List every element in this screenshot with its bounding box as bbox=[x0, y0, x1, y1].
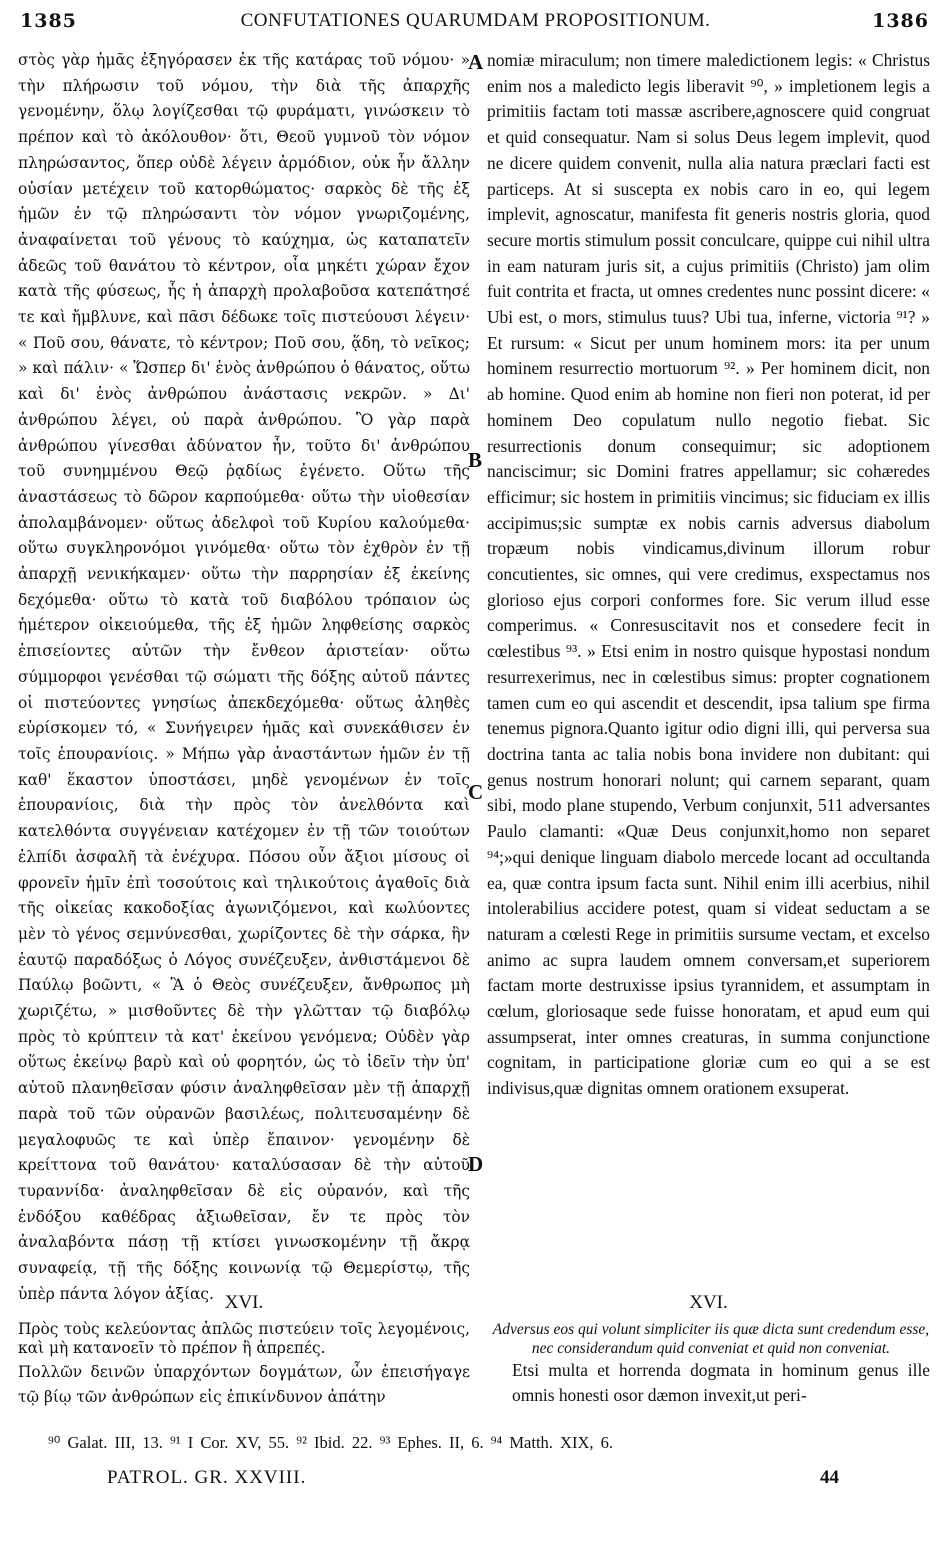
footer-signature: PATROL. GR. XXVIII. bbox=[107, 1467, 307, 1488]
margin-marker-b: B bbox=[468, 448, 483, 472]
section-title-latin: Adversus eos qui volunt simpliciter iis quæ dicta sunt credendum esse, nec considerandum quid conveniat et quid non conveniat. bbox=[492, 1321, 930, 1357]
page-number-right: 1386 bbox=[872, 10, 929, 32]
section-title-greek: Πρὸς τοὺς κελεύοντας ἁπλῶς πιστεύειν τοῖς λεγομένοις, καὶ μὴ κατανοεῖν τὸ πρέπον ἢ ἀπρεπές. bbox=[18, 1320, 470, 1357]
running-title: CONFUTATIONES QUARUMDAM PROPOSITIONUM. bbox=[240, 10, 711, 31]
section-number-greek: XVI. bbox=[224, 1292, 264, 1313]
page-header bbox=[0, 10, 951, 40]
page-number-left: 1385 bbox=[20, 10, 77, 32]
footnotes: ⁹⁰ Galat. III, 13. ⁹¹ I Cor. XV, 55. ⁹² Ibid. 22. ⁹³ Ephes. II, 6. ⁹⁴ Matth. XIX, 6. bbox=[48, 1433, 613, 1452]
footer-sheet-number: 44 bbox=[820, 1467, 839, 1488]
margin-marker-a: A bbox=[468, 50, 484, 74]
greek-column-text: στὸς γὰρ ἡμᾶς ἐξηγόρασεν ἐκ τῆς κατάρας τοῦ νόμου· » τὴν πλήρωσιν τοῦ νόμου, τὴν διὰ τῆς ἀπαρχῆς γενομένην, ὅλῳ λογίζεσθαι τῷ φυράματι, γινώσκειν τὸ πρέπον καὶ τὸ ἀκόλουθον· ὅτι, Θεοῦ γυμνοῦ τὸν νόμον πληρώσαντος, ὅπερ οὐδὲ λέγειν ἁρμόδιον, οὐκ ἦν ἄλλην οὐσίαν μετέχειν τοῦ κατορθώματος· σαρκὸς δὲ τῆς ἐξ ἡμῶν ἐν τῷ πληρώσαντι τὸν νόμον γνωριζομένης, ἀναφαίνεται τοῦ γένους τὸ καύχημα, ὡς καταπατεῖν ἀδεῶς τοῦ θανάτου τὸ κέντρον, οἷα μηκέτι χώραν ἔχον κατὰ τῆς φύσεως, ἧς ἡ ἀπαρχὴ προλαβοῦσα κατεπάτησέ τε καὶ ἤμβλυνε, καὶ πᾶσι δέδωκε τοῖς πιστεύουσι λέγειν· « Ποῦ σου, θάνατε, τὸ κέντρον; Ποῦ σου, ᾅδη, τὸ νεῖκος; » καὶ πάλιν· « Ὥσπερ δι' ἑνὸς ἀνθρώπου ὁ θάνατος, οὕτω καὶ δι' ἑνὸς ἀνθρώπου ἀνάστασις νεκρῶν. » Δι' ἀνθρώπου λέγει, οὐ παρὰ ἀνθρώπου. Ὃ γὰρ παρὰ ἀνθρώπου γίνεσθαι ἀδύνατον ἦν, τοῦτο δι' ἀνθρώπου τοῦ συνημμένου Θεῷ ῥᾳδίως ἐγένετο. Οὕτω τῆς ἀναστάσεως τὸ δῶρον καρπούμεθα· οὕτω τὴν υἱοθεσίαν ἀπολαμβάνομεν· οὕτως ἀδελφοὶ τοῦ Κυρίου καλούμεθα· οὕτω συγκληρονόμοι γινόμεθα· οὕτω τὸν ἐχθρὸν ἐν τῇ ἀπαρχῇ νενικήκαμεν· οὕτω τὴν παρρησίαν ἐξ ἐκείνης δεχόμεθα· οὕτω τὸ κατὰ τοῦ διαβόλου τρόπαιον ὡς ἡμέτερον οἰκειούμεθα, τῆς ἐξ ἡμῶν ληφθείσης σαρκὸς ἐπισείοντες αὐτῶν τὴν ἔνθεον ἀριστείαν· οὕτω σύμμορφοι γενέσθαι τῷ σώματι τῆς δόξης αὐτοῦ πάντες οἱ πιστεύοντες γνησίως ἀπεκδεχόμεθα· οὕτως ἀληθὲς εὑρίσκομεν τό, « Συνήγειρεν ἡμᾶς καὶ συνεκάθισεν ἐν τοῖς ἐπουρανίοις. » Μήπω γὰρ ἀναστάντων ἡμῶν ἐν τῇ καθ' ἕκαστον ὑποστάσει, μηδὲ γενομένων ἐν τοῖς ἐπουρανίοις, διὰ τὴν πρὸς τὸν ἀνελθόντα καὶ κατελθόντα συγγένειαν κατέχομεν ἐν τῇ τῶν τοιούτων ἐλπίδι ἀσφαλῆ τὰ ἐνέχυρα. Πόσου οὖν ἄξιοι μίσους οἱ φρονεῖν ἡμῖν ἐπὶ τοσούτοις καὶ τηλικούτοις ἀγαθοῖς διὰ τῆς οἰκείας κακοδοξίας ἀγωνιζόμενοι, καὶ κωλύοντες μὲν τὸ γένος σεμνύνεσθαι, χωρίζοντες δὲ τὴν σάρκα, ἣν ἑαυτῷ παραδόξως ὁ Λόγος συνέζευξεν, ἀνθιστάμενοι δὲ Παύλῳ βοῶντι, « Ἃ ὁ Θεὸς συνέζευξεν, ἄνθρωπος μὴ χωριζέτω, » μισθοῦντες δὲ τὴν γλῶτταν τῷ διαβόλῳ πρὸς τὸ κρύπτειν τὰ κατ' ἐκείνου γενόμενα; Οὐδὲν γὰρ οὕτως ἐκείνῳ βαρὺ καὶ οὐ φορητόν, ὡς τὸ ἰδεῖν τὴν ὑπ' αὐτοῦ πλανηθεῖσαν φύσιν ἀναληφθεῖσαν μὲν τῇ ἀπαρχῇ παρὰ τοῦ τῶν οὐρανῶν βασιλέως, πολιτευσαμένην δὲ μεγαλοφυῶς τε καὶ ὑπὲρ ἔπαινον· γενομένην δὲ κρείττονα τοῦ θανάτου· καταλύσασαν δὲ τὴν αὐτοῦ τυραννίδα· ἀναληφθεῖσαν δὲ εἰς οὐρανόν, καὶ τῆς ἐνδόξου καθέδρας ἀξιωθεῖσαν, ἔν τε πρὸς τὸν ἀναλαβόντα πάσῃ τῇ κτίσει γινωσκομένην τῇ ἄκρᾳ συναφείᾳ, τῇ τῆς δόξης κοινωνίᾳ τῷ Θεμερίστῳ, τῆς ὑπὲρ πάντα λόγον ἀξίας. bbox=[18, 51, 470, 1303]
section-text-latin: Etsi multa et horrenda dogmata in hominum genus ille omnis honesti osor dæmon invexit,ut peri- bbox=[512, 1360, 930, 1405]
margin-marker-d: D bbox=[468, 1152, 484, 1176]
section-text-greek: Πολλῶν δεινῶν ὑπαρχόντων δογμάτων, ὧν ἐπεισήγαγε τῷ βίῳ τῶν ἀνθρώπων εἰς ἐπικίνδυνον ἀπάτην bbox=[18, 1363, 470, 1406]
margin-marker-c: C bbox=[468, 780, 484, 804]
section-number-latin: XVI. bbox=[689, 1292, 728, 1313]
latin-column-text: nomiæ miraculum; non timere maledictionem legis: « Christus enim nos a maledicto legis liberavit ⁹⁰, » impletionem legis a primitiis factam toti massæ ascribere,agnoscere quid congruat et quid consequatur. Nam si solus Deus legem implevit, quod ne dicere quidem convenit, nulla alia natura præclari facti est particeps. At si suscepta ex nobis caro in eo, qui legem implevit, agnoscatur, manifesta fit generis nostris gloria, quod secure mortis stimulum possit conculcare, quippe cui nihil ultra in eam naturam juris sit, a cujus primitiis (Christo) jam olim fuit contrita et fracta, ut omnes credentes nunc possint dicere: « Ubi est, o mors, stimulus tuus? Ubi tua, inferne, victoria ⁹¹? » Et rursum: « Sicut per unum hominem mors: ita per unum hominem resurrectio mortuorum ⁹². » Per hominem dicit, non ab homine. Quod enim ab homine non fieri non poterat, id per hominem Deo copulatum nullo negotio fiebat. Sic resurrectionis donum consequimur; sic adoptionem nanciscimur; sic Domini fratres appellamur; sic cohæredes efficimur; sic hostem in primitiis vincimus; sic fiduciam ex illis accipimus;sic sumptæ ex nobis carnis adversus diabolum tropæum nobis vindicamus,divinum illorum robur concutientes, sic omnes, qui vere credimus, exspectamus nos glorioso ejus corpori conformes fore. Sic verum illud esse comperimus. « Conresuscitavit nos et consedere fecit in cœlestibus ⁹³. » Etsi enim in nostro quisque hypostasi nondum resurrexerimus, nec in cœlestibus simus: propter cognationem tamen cum eo qui ascendit et descendit, ipsa talium spe firma tenemus pignora.Quanto igitur odio digni illi, qui perversa sua doctrina tanta ac talia nobis bona invidere non dubitant: qui genus nostrum honorari nolunt; qui carnem separant, quam sibi, modo plane stupendo, Verbum conjunxit, 511 adversantes Paulo clamanti: «Quæ Deus conjunxit,homo non separet ⁹⁴;»qui denique linguam diabolo mercede locant ad occultanda ea, quæ contra ipsum facta sunt. Nihil enim illi acerbius, nihil intolerabilius accidere potest, quam si videat seductam a se naturam a cœlesti Rege in primitiis sursume vectam, et excelso animo ac supra laudem omnem conversam,et superiorem factam morte destruxisse ipsius tyrannidem, et assumptam in cœlum, gloriosaque sede fuisse honoratam, et apud eum qui assumpserat, inter omnes creaturas, in summa conjunctione cognitam, in participatione gloriæ cum eo qui a se est indivisus,quæ dignitas omnem orationem exsuperat. bbox=[487, 50, 930, 1099]
